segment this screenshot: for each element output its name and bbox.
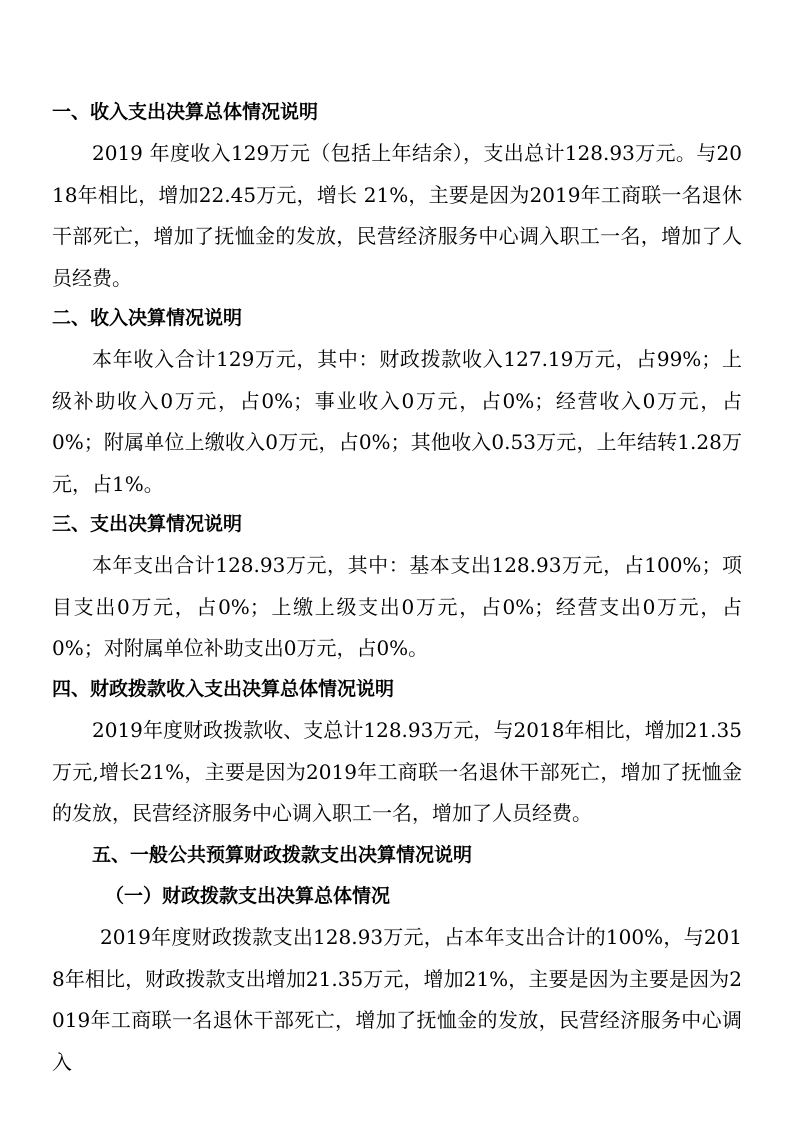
section-heading-3: 三、支出决算情况说明 (52, 513, 243, 535)
section-heading-1: 一、收入支出决算总体情况说明 (52, 101, 319, 123)
section-paragraph-3: 本年支出合计128.93万元，其中：基本支出128.93万元，占100%；项目支出0万元，占0%；上缴上级支出0万元，占0%；经营支出0万元，占0%；对附属单位补助支出0万元，占0%。 (52, 553, 742, 660)
section-heading-4: 四、财政拨款收入支出决算总体情况说明 (52, 678, 395, 700)
section-heading-5: 五、一般公共预算财政拨款支出决算情况说明 (92, 844, 473, 866)
subsection-heading-5-1: （一）财政拨款支出决算总体情况 (105, 885, 391, 907)
section-paragraph-5: 2019年度财政拨款支出128.93万元，占本年支出合计的100%，与2018年相比，财政拨款支出增加21.35万元，增加21%，主要是因为主要是因为2019年工商联一名退休干部死亡，增加了抚恤金的发放，民营经济服务中心调入 (52, 925, 742, 1074)
section-paragraph-1: 2019 年度收入129万元（包括上年结余），支出总计128.93万元。与2018年相比，增加22.45万元，增长 21%，主要是因为2019年工商联一名退休干部死亡，增加了抚恤金的发放，民营经济服务中心调入职工一名，增加了人员经费。 (52, 141, 742, 290)
section-heading-2: 二、收入决算情况说明 (52, 307, 243, 329)
section-paragraph-4: 2019年度财政拨款收、支总计128.93万元，与2018年相比，增加21.35万元,增长21%，主要是因为2019年工商联一名退休干部死亡，增加了抚恤金的发放，民营经济服务中心调入职工一名，增加了人员经费。 (52, 718, 742, 825)
section-paragraph-2: 本年收入合计129万元，其中：财政拨款收入127.19万元，占99%；上级补助收入0万元，占0%；事业收入0万元，占0%；经营收入0万元，占0%；附属单位上缴收入0万元，占0%；其他收入0.53万元，上年结转1.28万元，占1%。 (52, 347, 742, 496)
